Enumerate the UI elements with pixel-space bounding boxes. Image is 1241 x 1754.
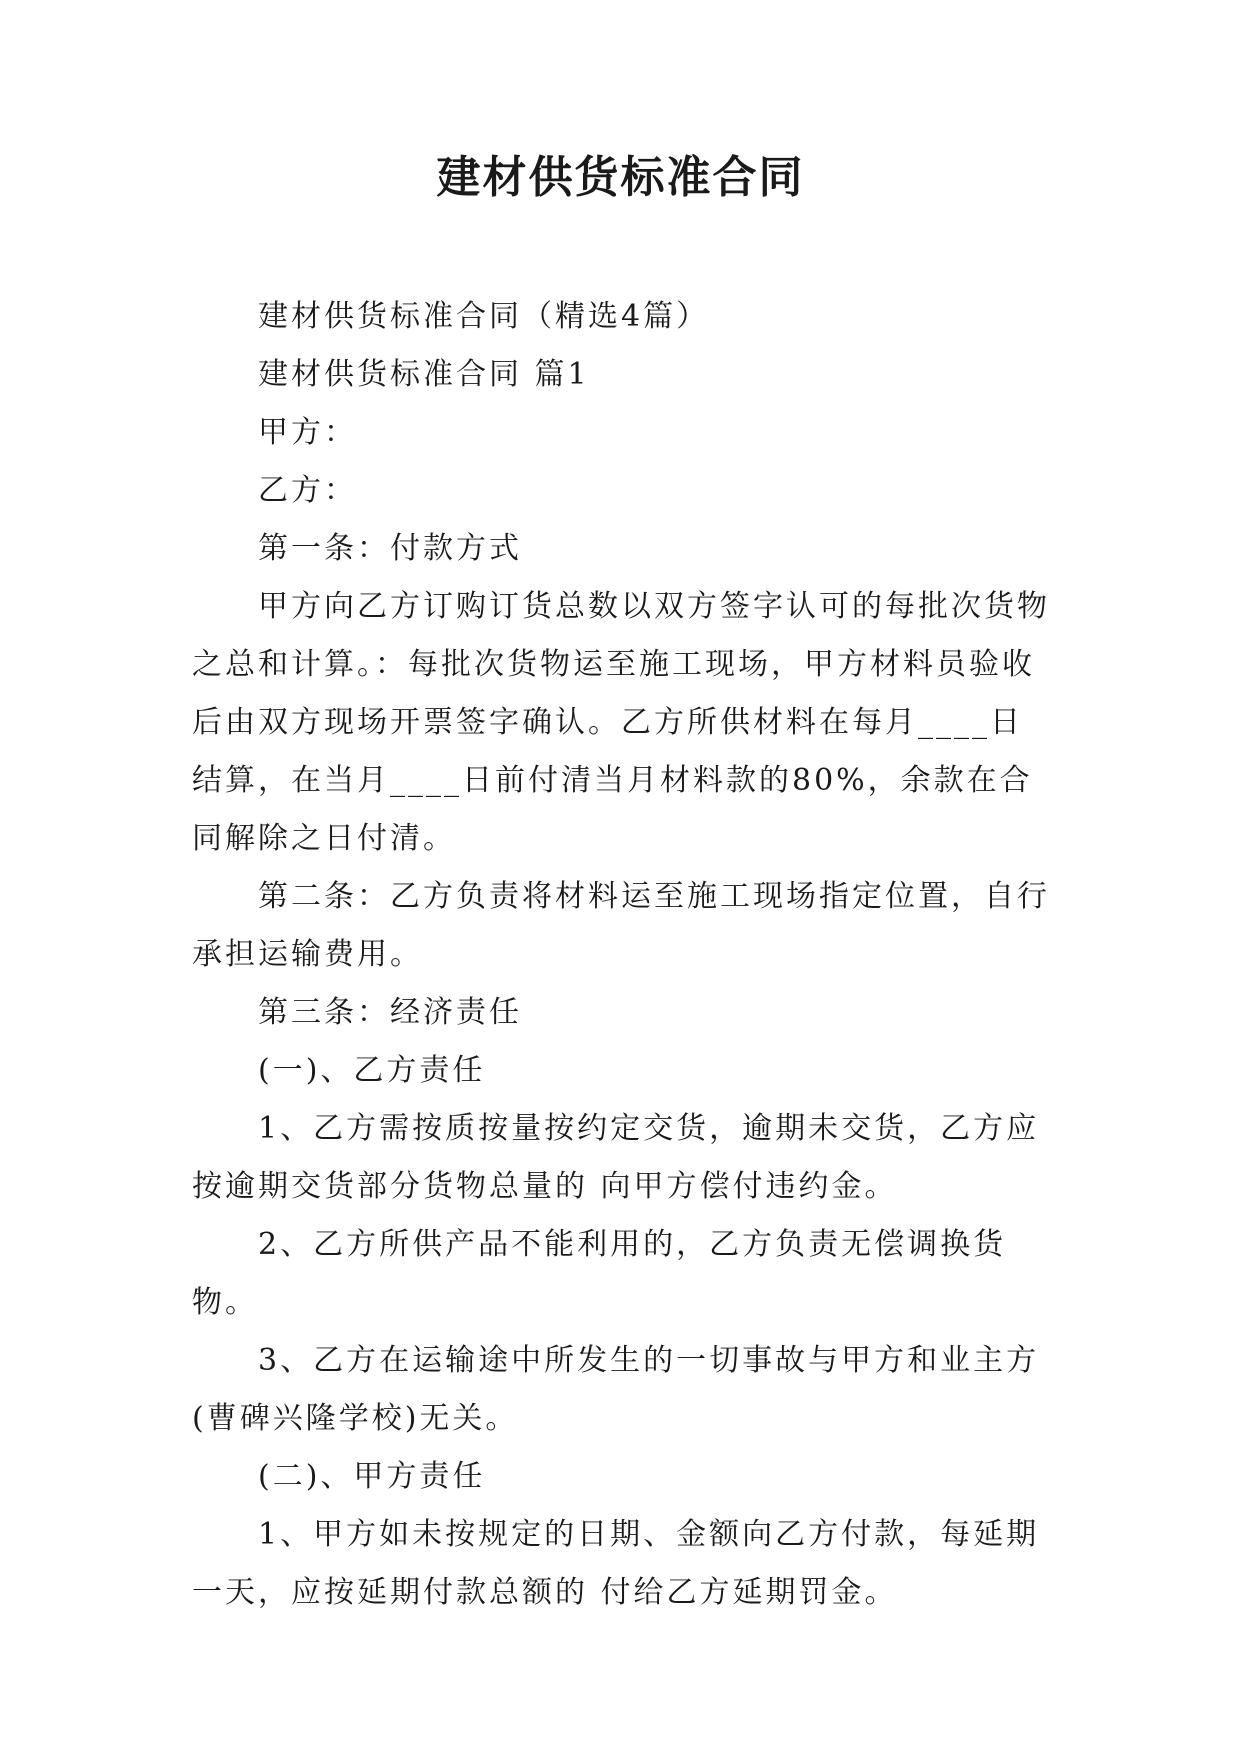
paragraph-party-b-duty-3: 3、乙方在运输途中所发生的一切事故与甲方和业主方(曹碑兴隆学校)无关。 xyxy=(192,1343,1040,1436)
document-body xyxy=(192,288,1050,1622)
paragraph-article-1-body: 甲方向乙方订购订货总数以双方签字认可的每批次货物之总和计算。：每批次货物运至施工现场，甲方材料员验收后由双方现场开票签字确认。乙方所供材料在每月____日结算，在当月____日前付清当月材料款的80%，余款在合同解除之日付清。 xyxy=(192,589,1050,856)
paragraph-section-heading: 建材供货标准合同 篇1 xyxy=(258,357,590,392)
paragraph-party-b: 乙方： xyxy=(258,473,357,508)
document-title: 建材供货标准合同 xyxy=(436,152,805,203)
paragraph-article-2: 第二条：乙方负责将材料运至施工现场指定位置，自行承担运输费用。 xyxy=(192,879,1050,972)
paragraph-subtitle: 建材供货标准合同（精选4篇） xyxy=(258,299,710,334)
paragraph-article-1-heading: 第一条：付款方式 xyxy=(258,531,522,566)
paragraph-party-a-duties-heading: (二)、甲方责任 xyxy=(258,1459,486,1494)
paragraph-article-3-heading: 第三条：经济责任 xyxy=(258,995,522,1030)
paragraph-party-b-duty-2: 2、乙方所供产品不能利用的，乙方负责无偿调换货物。 xyxy=(192,1227,1007,1320)
paragraph-party-a: 甲方： xyxy=(258,415,357,450)
paragraph-party-b-duties-heading: (一)、乙方责任 xyxy=(258,1053,486,1088)
paragraph-party-a-duty-1: 1、甲方如未按规定的日期、金额向乙方付款，每延期一天，应按延期付款总额的 付给乙方延期罚金。 xyxy=(192,1517,1040,1610)
paragraph-party-b-duty-1: 1、乙方需按质按量按约定交货，逾期未交货，乙方应按逾期交货部分货物总量的 向甲方偿付违约金。 xyxy=(192,1111,1040,1204)
